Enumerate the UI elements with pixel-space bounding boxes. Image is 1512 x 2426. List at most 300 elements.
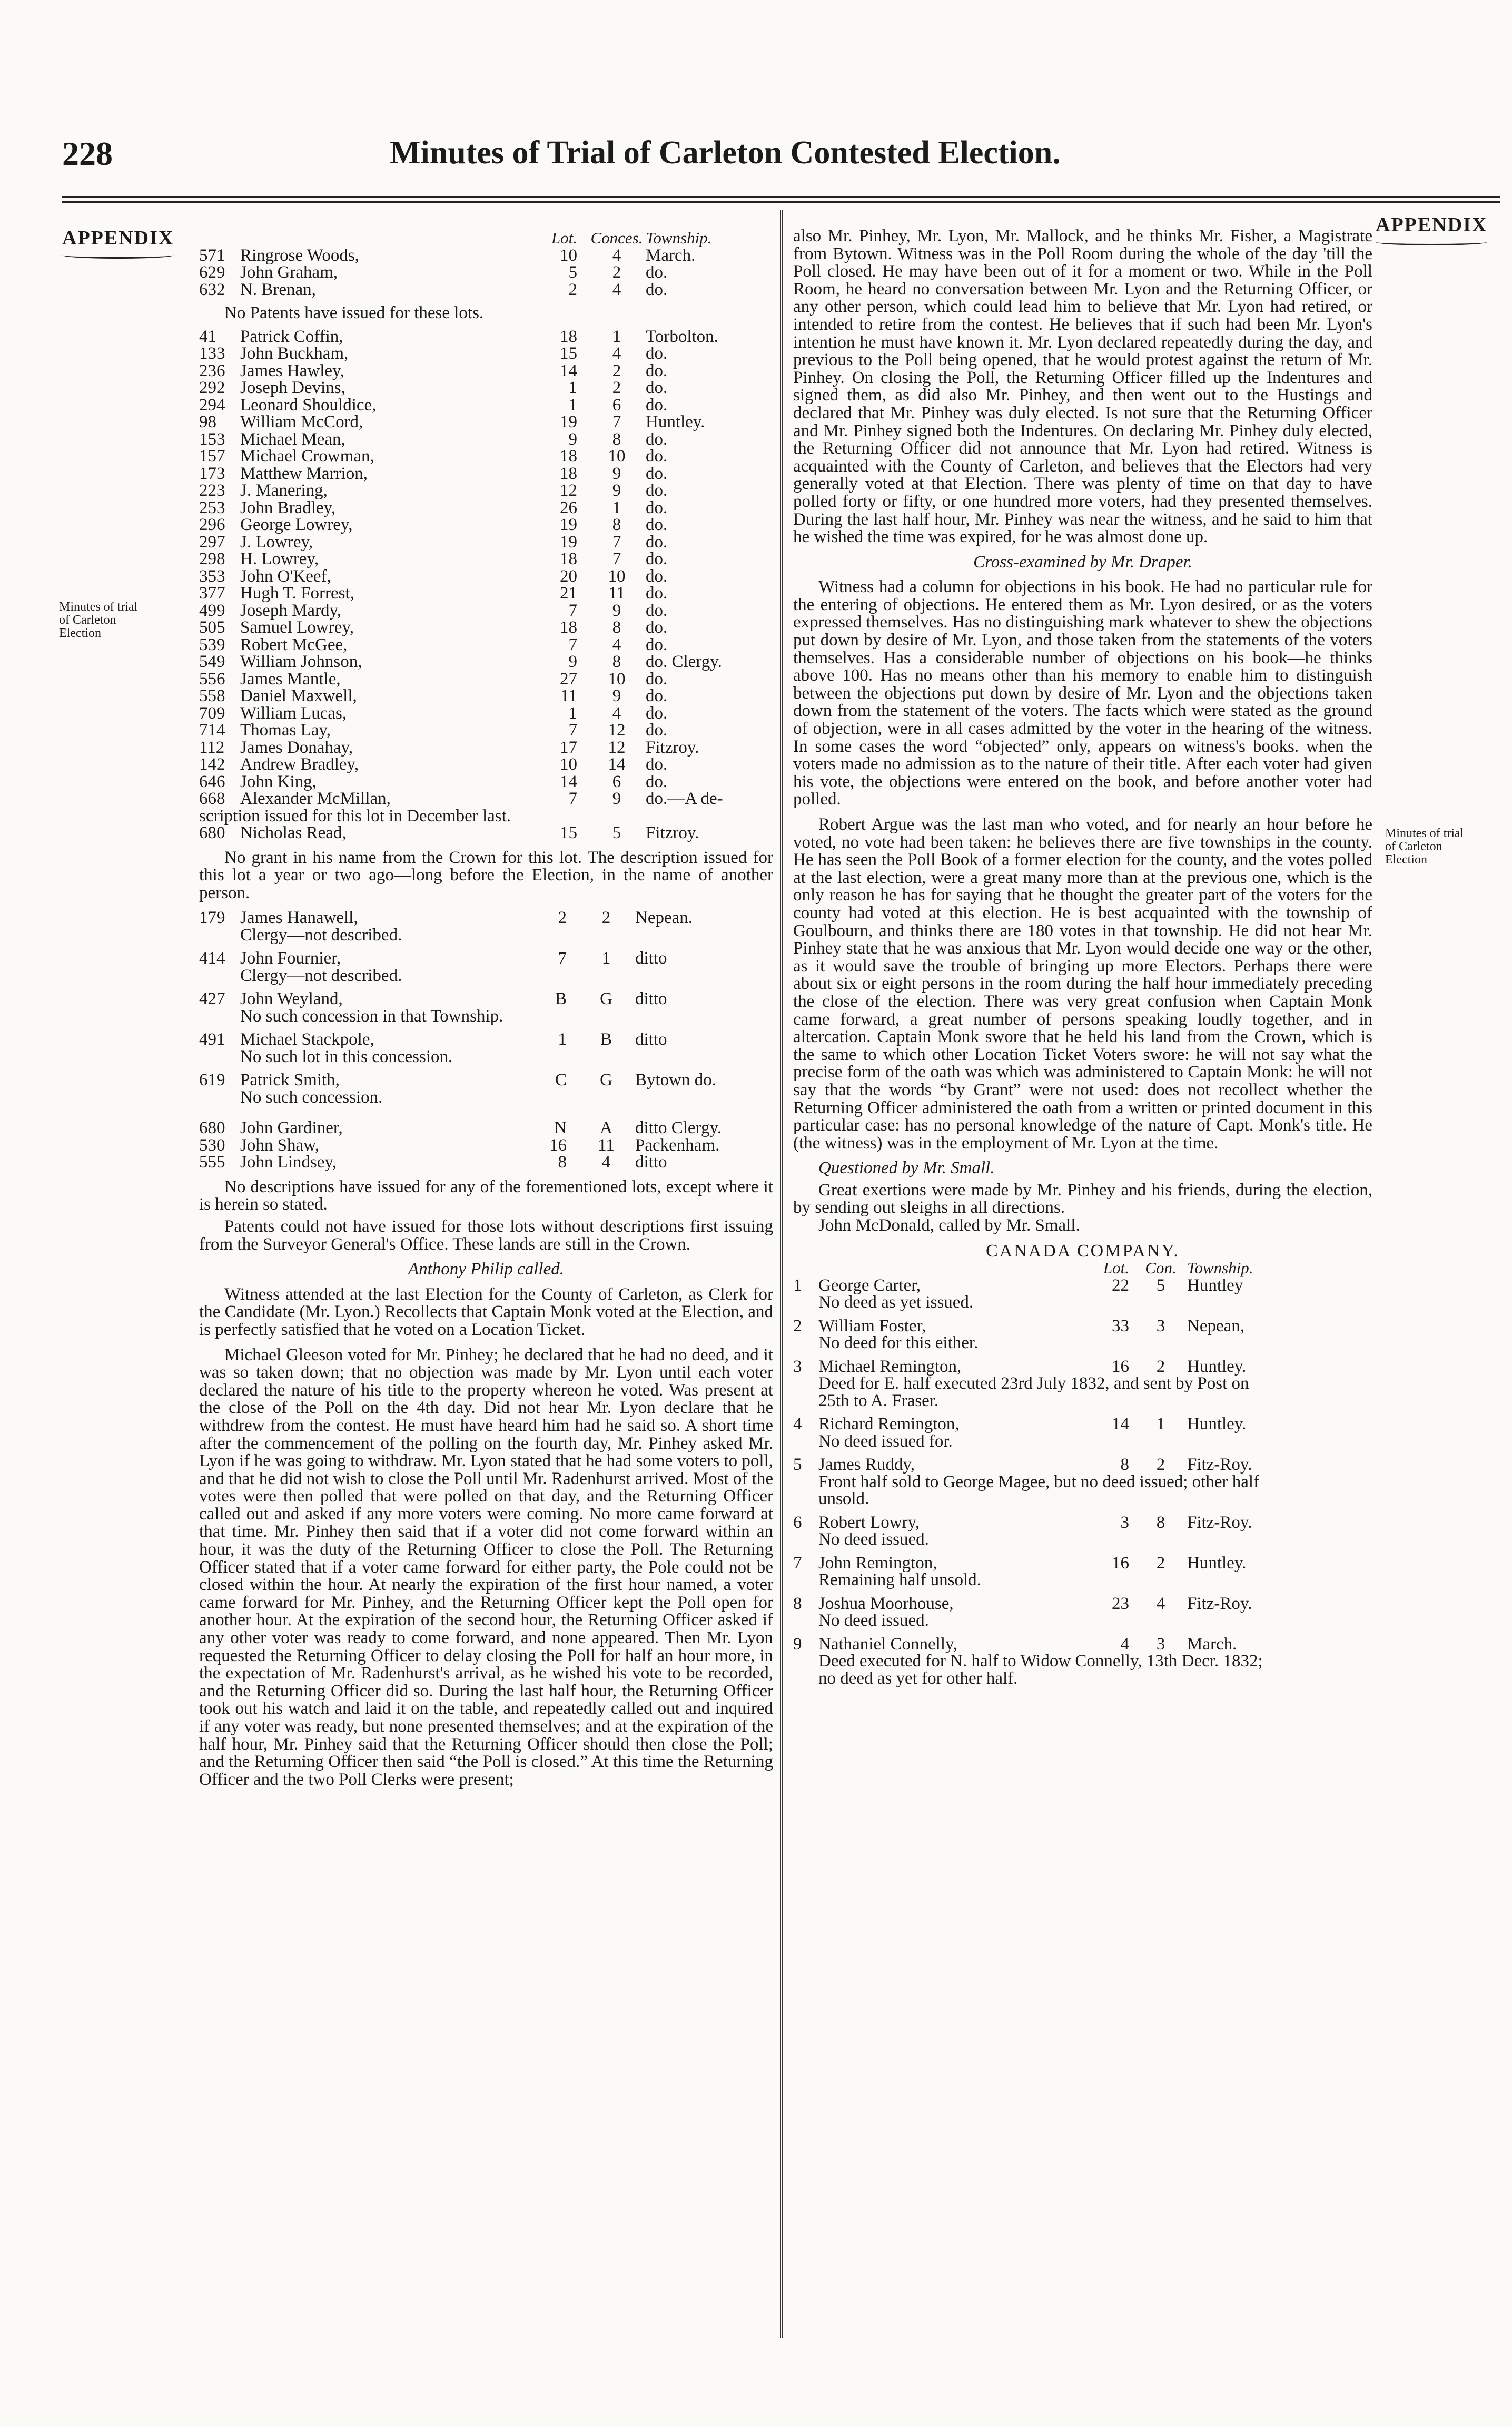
- table-row: [199, 465, 762, 483]
- entry-lot: 3: [1120, 1512, 1129, 1532]
- entry-name: John Lindsey,: [240, 1153, 337, 1172]
- table-row: [199, 362, 762, 380]
- entry-township: do.: [646, 721, 668, 740]
- entry-township: Bytown do.: [635, 1070, 717, 1090]
- entry-number: 294: [199, 395, 225, 415]
- entry-number: 353: [199, 566, 225, 586]
- table-row: [199, 482, 762, 499]
- entry-number: 530: [199, 1135, 225, 1155]
- table-row: [793, 1277, 1282, 1294]
- page-header: [0, 134, 1512, 192]
- entry-name-lot: [818, 1636, 1134, 1653]
- entry-name-lot: [240, 345, 588, 362]
- table-row: [199, 950, 751, 967]
- table-row: [199, 247, 762, 264]
- entry-number: 112: [199, 738, 225, 757]
- entry-lot: 7: [568, 635, 577, 654]
- table-row: [199, 619, 762, 636]
- entry-number: 179: [199, 908, 225, 928]
- entry-lot: 14: [560, 361, 577, 380]
- table-note-row: [793, 1474, 1282, 1508]
- entry-concession: 8: [1156, 1512, 1165, 1532]
- entry-note: Deed for E. half executed 23rd July 1832, and sent by Post on 25th to A. Fraser.: [818, 1374, 1249, 1410]
- entry-concession: 9: [612, 464, 621, 483]
- entry-number: 4: [793, 1415, 802, 1434]
- entry-concession: 1: [601, 949, 611, 968]
- entry-note: Clergy—not described.: [240, 966, 402, 985]
- table-row: [199, 379, 762, 397]
- entry-concession: 4: [612, 703, 621, 723]
- entry-concession: 4: [612, 280, 621, 299]
- entry-name-lot: [240, 950, 577, 967]
- entry-number: 709: [199, 703, 225, 723]
- entry-lot: 16: [549, 1135, 567, 1155]
- table-note-row: [793, 1612, 1282, 1629]
- header-rule: [62, 196, 1500, 198]
- entry-concession: 3: [1156, 1316, 1165, 1335]
- right-column: [793, 228, 1372, 1693]
- entry-lot: 11: [560, 686, 577, 705]
- entry-township: Huntley.: [646, 412, 705, 431]
- entry-number: 680: [199, 1118, 225, 1138]
- entry-concession: 1: [612, 327, 621, 346]
- entry-concession: 9: [612, 789, 621, 808]
- entry-name: J. Manering,: [240, 481, 328, 500]
- entry-name: John Graham,: [240, 263, 338, 282]
- entry-concession: G: [600, 1070, 612, 1090]
- entry-name: Michael Remington,: [818, 1357, 962, 1376]
- entry-concession: 14: [608, 755, 626, 774]
- entry-name: Leonard Shouldice,: [240, 395, 377, 415]
- entry-name-lot: [240, 534, 588, 551]
- entry-number: 549: [199, 652, 225, 671]
- entry-name: John Fournier,: [240, 949, 341, 968]
- entry-name-lot: [240, 379, 588, 397]
- entry-concession: A: [600, 1118, 612, 1138]
- entry-name-lot: [240, 1137, 577, 1154]
- entry-number: 491: [199, 1030, 225, 1049]
- entry-name-lot: [240, 551, 588, 568]
- entry-name-lot: [240, 585, 588, 602]
- entry-name-lot: [240, 414, 588, 431]
- canada-company-table: [793, 1260, 1282, 1693]
- entry-name: William Lucas,: [240, 703, 347, 723]
- entry-name: James Hanawell,: [240, 908, 358, 928]
- entry-number: 173: [199, 464, 225, 483]
- entry-note: No deed issued.: [818, 1611, 929, 1631]
- entry-note: Remaining half unsold.: [818, 1570, 981, 1590]
- entry-name: Nathaniel Connelly,: [818, 1634, 957, 1654]
- questioned-heading: Questioned by Mr. Small.: [818, 1158, 995, 1178]
- entry-name-lot: [818, 1555, 1134, 1572]
- entry-township: Fitz-Roy.: [1187, 1455, 1252, 1475]
- entry-township: do.: [646, 566, 668, 586]
- entry-lot: 7: [568, 721, 577, 740]
- table-row: [793, 1595, 1282, 1613]
- entry-concession: 6: [612, 772, 621, 791]
- entry-name-lot: [240, 1119, 577, 1137]
- entry-note: No such concession.: [240, 1087, 383, 1107]
- no-descriptions-paragraph: No descriptions have issued for any of the forementioned lots, except where it is herein so stated.: [199, 1177, 773, 1214]
- entry-township: ditto: [635, 989, 667, 1009]
- entry-township: do.: [646, 532, 668, 552]
- table-row: [199, 499, 762, 517]
- entry-note: Deed executed for N. half to Widow Connelly, 13th Decr. 1832; no deed as yet for other half.: [818, 1652, 1263, 1688]
- patents-paragraph: Patents could not have issued for those lots without descriptions first issuing from the Surveyor General's Office. These lands are still in the Crown.: [199, 1216, 773, 1254]
- entry-number: 2: [793, 1316, 802, 1335]
- entry-township: do.: [646, 361, 668, 380]
- gleeson-paragraph: Michael Gleeson voted for Mr. Pinhey; he declared that he had no deed, and it was so taken down; that no objection was made by Mr. Lyon until each voter declared the nature of his title to the property whereon he voted. Was present at the close of the Poll on the 4th day. Did not hear Mr. Lyon declare that he withdrew from the contest. He must have heard him had he said so. A short time after the commencement of the polling on the fourth day, Mr. Pinhey asked Mr. Lyon if he was going to withdraw. Mr. Lyon stated that he had some voters to poll, and that he did not wish to close the Poll until Mr. Radenhurst arrived. Most of the votes were then polled that were polled on that day, and the Returning Officer called out and asked if any more voters were coming. No more came forward at that time. Mr. Pinhey then said that if a voter did not come forward within an hour, it was the duty of the Returning Officer to close the Poll. The Returning Officer stated that if a voter came forward for either party, the Pole could not be closed within the hour. At nearly the expiration of the first hour named, a voter came forward for Mr. Pinhey, and the Returning Officer kept the Poll open for another hour. At the expiration of the second hour, the Returning Officer asked if any other voter was ready to come forward, and none appeared. Then Mr. Lyon requested the Returning Officer to delay closing the Poll for half an hour more, in the expectation of Mr. Radenhurst's arrival, as he wished his vote to be recorded, and the Returning Officer did so. During the last half hour, the Returning Officer took out his watch and laid it on the table, and repeatedly called out and inquired if any voter was ready, but none presented themselves; and at the expiration of the half hour, Mr. Pinhey said that the Returning Officer should then close the Poll; and the Returning Officer then said “the Poll is closed.” At this time the Returning Officer and the two Poll Clerks were present;: [199, 1345, 773, 1789]
- entry-concession: B: [600, 1030, 612, 1049]
- entry-name-lot: [240, 990, 577, 1008]
- entry-concession: 7: [612, 549, 621, 568]
- entry-name-lot: [818, 1416, 1134, 1433]
- entry-township: do.: [646, 498, 668, 517]
- entry-number: 142: [199, 755, 225, 774]
- entry-number: 377: [199, 584, 225, 603]
- entry-number: 8: [793, 1594, 802, 1613]
- table-note-row: [199, 1089, 751, 1106]
- entry-name-lot: [240, 568, 588, 585]
- entry-number: 632: [199, 280, 225, 299]
- entry-concession: 8: [612, 429, 621, 449]
- table-row: [793, 1456, 1282, 1474]
- entry-township: ditto: [635, 1030, 667, 1049]
- entry-lot: 15: [560, 823, 577, 842]
- canada-company-heading: CANADA COMPANY.: [985, 1241, 1180, 1261]
- entry-township: do.: [646, 447, 668, 466]
- entry-name-lot: [240, 909, 577, 927]
- entry-lot: N: [554, 1118, 567, 1138]
- table-row: [199, 824, 762, 842]
- table-row: [199, 602, 762, 620]
- table-row: [199, 516, 762, 534]
- entry-concession: 1: [1156, 1415, 1165, 1434]
- entry-concession: 2: [1156, 1553, 1165, 1573]
- entry-name: J. Lowrey,: [240, 532, 313, 552]
- entry-name-lot: [240, 465, 588, 483]
- entry-township: do.: [646, 378, 668, 397]
- entry-name: John Shaw,: [240, 1135, 320, 1155]
- entry-township: do.: [646, 263, 668, 282]
- table-row: [199, 448, 762, 465]
- entry-township: Fitz-Roy.: [1187, 1594, 1252, 1613]
- entry-name: James Mantle,: [240, 669, 341, 689]
- table-row: [199, 671, 762, 688]
- column-divider: [780, 210, 783, 2338]
- entry-name: John King,: [240, 772, 317, 791]
- entry-name: Robert McGee,: [240, 635, 348, 654]
- entry-concession: 4: [1156, 1594, 1165, 1613]
- entry-lot: 1: [558, 1030, 567, 1049]
- entry-name: John Buckham,: [240, 344, 349, 363]
- entry-number: 629: [199, 263, 225, 282]
- entry-number: 98: [199, 412, 216, 431]
- exertions-paragraph: Great exertions were made by Mr. Pinhey and his friends, during the election, by sending out sleighs in all directions.: [793, 1180, 1372, 1217]
- entry-name: H. Lowrey,: [240, 549, 319, 568]
- entry-number: 646: [199, 772, 225, 791]
- entry-name-lot: [240, 705, 588, 722]
- table-note-row: [199, 1008, 751, 1025]
- lots-table-group3: [199, 909, 751, 1112]
- entry-note: Front half sold to George Magee, but no deed issued; other half unsold.: [818, 1472, 1260, 1509]
- mcdonald-called: John McDonald, called by Mr. Small.: [818, 1216, 1080, 1235]
- entry-lot: 33: [1112, 1316, 1129, 1335]
- entry-number: 3: [793, 1357, 802, 1376]
- entry-township: ditto: [635, 949, 667, 968]
- table-row: [793, 1318, 1282, 1335]
- header-rule-thin: [62, 201, 1500, 203]
- entry-lot: 8: [558, 1153, 567, 1172]
- entry-lot: 10: [560, 755, 577, 774]
- entry-name: Samuel Lowrey,: [240, 618, 354, 637]
- entry-concession: 1: [612, 498, 621, 517]
- entry-name-lot: [240, 264, 588, 281]
- entry-lot: 2: [568, 280, 577, 299]
- entry-number: 223: [199, 481, 225, 500]
- entry-concession: 5: [612, 823, 621, 842]
- entry-lot: 18: [560, 549, 577, 568]
- cross-examined-heading: Cross-examined by Mr. Draper.: [973, 552, 1192, 572]
- entry-number: 236: [199, 361, 225, 380]
- entry-concession: 4: [612, 344, 621, 363]
- entry-number: 556: [199, 669, 225, 689]
- table-row: [793, 1416, 1282, 1433]
- entry-lot: 19: [560, 412, 577, 431]
- entry-lot: 5: [568, 263, 577, 282]
- entry-number: 539: [199, 635, 225, 654]
- entry-number: 499: [199, 601, 225, 620]
- entry-lot: 1: [568, 378, 577, 397]
- table-note-row: [793, 1334, 1282, 1352]
- table-row: [199, 1154, 751, 1171]
- table-note-row: [793, 1531, 1282, 1548]
- entry-number: 6: [793, 1512, 802, 1532]
- entry-name-lot: [240, 722, 588, 739]
- entry-name-lot: [240, 281, 588, 299]
- no-grant-paragraph: No grant in his name from the Crown for this lot. The description issued for this lot a year or two ago—long before the Election, in the name of another person.: [199, 848, 773, 902]
- entry-township: Packenham.: [635, 1135, 720, 1155]
- table-row: [199, 773, 762, 791]
- entry-name: N. Brenan,: [240, 280, 316, 299]
- table-note-row: [199, 927, 751, 944]
- table-row: [199, 568, 762, 585]
- table-row: [199, 705, 762, 722]
- entry-lot: 16: [1112, 1357, 1129, 1376]
- entry-lot: 1: [568, 703, 577, 723]
- description-note: scription issued for this lot in December last.: [199, 806, 511, 826]
- table-row: [199, 687, 762, 705]
- entry-name-lot: [818, 1514, 1134, 1531]
- table-row: [199, 414, 762, 431]
- entry-township: Fitzroy.: [646, 738, 699, 757]
- entry-lot: 18: [560, 327, 577, 346]
- entry-name-lot: [240, 482, 588, 499]
- entry-concession: 2: [612, 263, 621, 282]
- entry-number: 9: [793, 1634, 802, 1654]
- entry-township: do.: [646, 481, 668, 500]
- table-row: [199, 551, 762, 568]
- entry-township: do.: [646, 686, 668, 705]
- entry-lot: 18: [560, 464, 577, 483]
- entry-name: John Weyland,: [240, 989, 343, 1009]
- entry-name-lot: [240, 397, 588, 414]
- table-note-row: [199, 1048, 751, 1066]
- entry-number: 619: [199, 1070, 225, 1090]
- entry-name-lot: [240, 431, 588, 448]
- table-note-row: [793, 1294, 1282, 1311]
- entry-concession: 10: [608, 669, 626, 689]
- entry-township: do.: [646, 549, 668, 568]
- table-row: [199, 1119, 751, 1137]
- table-row: [199, 1072, 751, 1089]
- entry-name-lot: [240, 1154, 577, 1171]
- entry-concession: 8: [612, 515, 621, 534]
- table-note-row: [199, 967, 751, 985]
- entry-name: Michael Crowman,: [240, 447, 374, 466]
- right-appendix-label: APPENDIX: [1376, 213, 1487, 245]
- entry-lot: 14: [1112, 1415, 1129, 1434]
- witness-paragraph: Witness attended at the last Election for the County of Carleton, as Clerk for the Candidate (Mr. Lyon.) Recollects that Captain Monk voted at the Election, and is perfectly satisfied that he voted on a Location Ticket.: [199, 1284, 773, 1339]
- table-row: [199, 264, 762, 281]
- entry-number: 558: [199, 686, 225, 705]
- entry-concession: 9: [612, 481, 621, 500]
- entry-name-lot: [240, 247, 588, 264]
- entry-township: do.: [646, 755, 668, 774]
- entry-lot: B: [555, 989, 567, 1009]
- entry-lot: 27: [560, 669, 577, 689]
- entry-note: No such lot in this concession.: [240, 1047, 453, 1066]
- entry-concession: 7: [612, 532, 621, 552]
- table-text-row: [199, 305, 762, 322]
- entry-note: No deed as yet issued.: [818, 1293, 974, 1312]
- table-row: [199, 1137, 751, 1154]
- table-row: [793, 1636, 1282, 1653]
- left-column: [199, 230, 773, 1789]
- entry-lot: 7: [558, 949, 567, 968]
- entry-lot: 4: [1120, 1634, 1129, 1654]
- entry-name: James Donahay,: [240, 738, 353, 757]
- entry-lot: 18: [560, 447, 577, 466]
- entry-number: 5: [793, 1455, 802, 1475]
- entry-name-lot: [240, 328, 588, 346]
- entry-name: James Ruddy,: [818, 1455, 915, 1475]
- entry-name-lot: [240, 653, 588, 671]
- entry-name: Joseph Mardy,: [240, 601, 342, 620]
- entry-concession: 12: [608, 738, 626, 757]
- table-row: [199, 756, 762, 773]
- table-row: [199, 790, 762, 808]
- entry-township: do.: [646, 515, 668, 534]
- entry-lot: 2: [558, 908, 567, 928]
- no-patents-note: No Patents have issued for these lots.: [224, 303, 484, 322]
- argue-paragraph: Robert Argue was the last man who voted, and for nearly an hour before he voted, no vote had been taken: he believes there are five townships in the county. He has seen the Poll Book of a former election for the county, and the votes polled at the last election, were a great many more than at the previous one, which is the only reason he has for saying that he thought the greater part of the voters for the county had voted at this election. He is best acquainted with the township of Goulbourn, and thinks there are 180 votes in that township. He did not hear Mr. Pinhey state that he was anxious that Mr. Lyon would decide one way or the other, as it would save the trouble of bringing up more Electors. Perhaps there were about six or eight persons in the room during the half hour immediately preceding the close of the election. There was very great confusion when Captain Monk came forward, a great number of persons speaking loudly together, and in altercation. Captain Monk swore that he held his land from the Crown, which is the same to which other Location Ticket Voters swore: he will not say what the precise form of the oath was which was administered to Captain Monk: he will not say that the words “by Grant” were not used: does not recollect whether the Returning Officer administered the oath from a written or printed document in this particular case: has no personal knowledge of the nature of Capt. Monk's title. He (the witness) was in the employment of Mr. Lyon at the time.: [793, 815, 1372, 1153]
- entry-township: do.: [646, 618, 668, 637]
- table-row: [199, 653, 762, 671]
- entry-name-lot: [240, 602, 588, 620]
- entry-concession: 2: [612, 361, 621, 380]
- entry-name: Joshua Moorhouse,: [818, 1594, 954, 1613]
- entry-number: 7: [793, 1553, 802, 1573]
- entry-name: Ringrose Woods,: [240, 245, 359, 265]
- left-margin-note: Minutes of trial of Carleton Election: [59, 600, 138, 640]
- entry-name-lot: [240, 756, 588, 773]
- entry-number: 296: [199, 515, 225, 534]
- entry-name-lot: [240, 739, 588, 757]
- entry-note: No such concession in that Township.: [240, 1006, 503, 1026]
- entry-concession: 2: [1156, 1357, 1165, 1376]
- entry-concession: 2: [1156, 1455, 1165, 1475]
- entry-note: Clergy—not described.: [240, 925, 402, 945]
- entry-township: Nepean.: [635, 908, 693, 928]
- entry-concession: 3: [1156, 1634, 1165, 1654]
- entry-township: do.: [646, 395, 668, 415]
- entry-name-lot: [240, 790, 588, 808]
- table-row: [199, 636, 762, 654]
- entry-number: 298: [199, 549, 225, 568]
- entry-concession: 4: [612, 635, 621, 654]
- entry-township: do.: [646, 584, 668, 603]
- table-note-row: [793, 1433, 1282, 1450]
- entry-name-lot: [240, 1072, 577, 1089]
- table-row: [793, 1514, 1282, 1531]
- entry-township: March.: [646, 245, 696, 265]
- entry-number: 253: [199, 498, 225, 517]
- entry-number: 414: [199, 949, 225, 968]
- entry-name-lot: [818, 1456, 1134, 1474]
- entry-township: ditto: [635, 1153, 667, 1172]
- entry-number: 41: [199, 327, 216, 346]
- entry-concession: 2: [612, 378, 621, 397]
- entry-township: Huntley.: [1187, 1553, 1247, 1573]
- entry-name-lot: [240, 687, 588, 705]
- entry-name-lot: [818, 1595, 1134, 1613]
- entry-name-lot: [818, 1358, 1134, 1376]
- entry-name-lot: [240, 619, 588, 636]
- entry-lot: 26: [560, 498, 577, 517]
- entry-township: do.: [646, 703, 668, 723]
- entry-concession: 4: [612, 245, 621, 265]
- entry-name-lot: [240, 671, 588, 688]
- entry-number: 571: [199, 245, 225, 265]
- entry-name: George Lowrey,: [240, 515, 353, 534]
- entry-township: ditto Clergy.: [635, 1118, 722, 1138]
- entry-number: 427: [199, 989, 225, 1009]
- entry-number: 153: [199, 429, 225, 449]
- table-row: [199, 739, 762, 757]
- table-note-row: [793, 1653, 1282, 1687]
- page-title: Minutes of Trial of Carleton Contested Election.: [390, 135, 1061, 171]
- entry-lot: 12: [560, 481, 577, 500]
- entry-name: Daniel Maxwell,: [240, 686, 357, 705]
- entry-number: 1: [793, 1275, 802, 1295]
- entry-name-lot: [240, 824, 588, 842]
- table-row: [199, 397, 762, 414]
- entry-name: Joseph Devins,: [240, 378, 345, 397]
- row-spacer: [793, 1687, 1282, 1693]
- entry-name: George Carter,: [818, 1275, 921, 1295]
- table-row: [199, 1031, 751, 1048]
- table-row: [199, 990, 751, 1008]
- entry-township: Fitz-Roy.: [1187, 1512, 1252, 1532]
- entry-name: John Gardiner,: [240, 1118, 343, 1138]
- entry-number: 133: [199, 344, 225, 363]
- entry-name-lot: [240, 516, 588, 534]
- entry-note: No deed for this either.: [818, 1333, 979, 1353]
- entry-concession: 8: [612, 652, 621, 671]
- entry-township: March.: [1187, 1634, 1237, 1654]
- entry-name: Patrick Smith,: [240, 1070, 340, 1090]
